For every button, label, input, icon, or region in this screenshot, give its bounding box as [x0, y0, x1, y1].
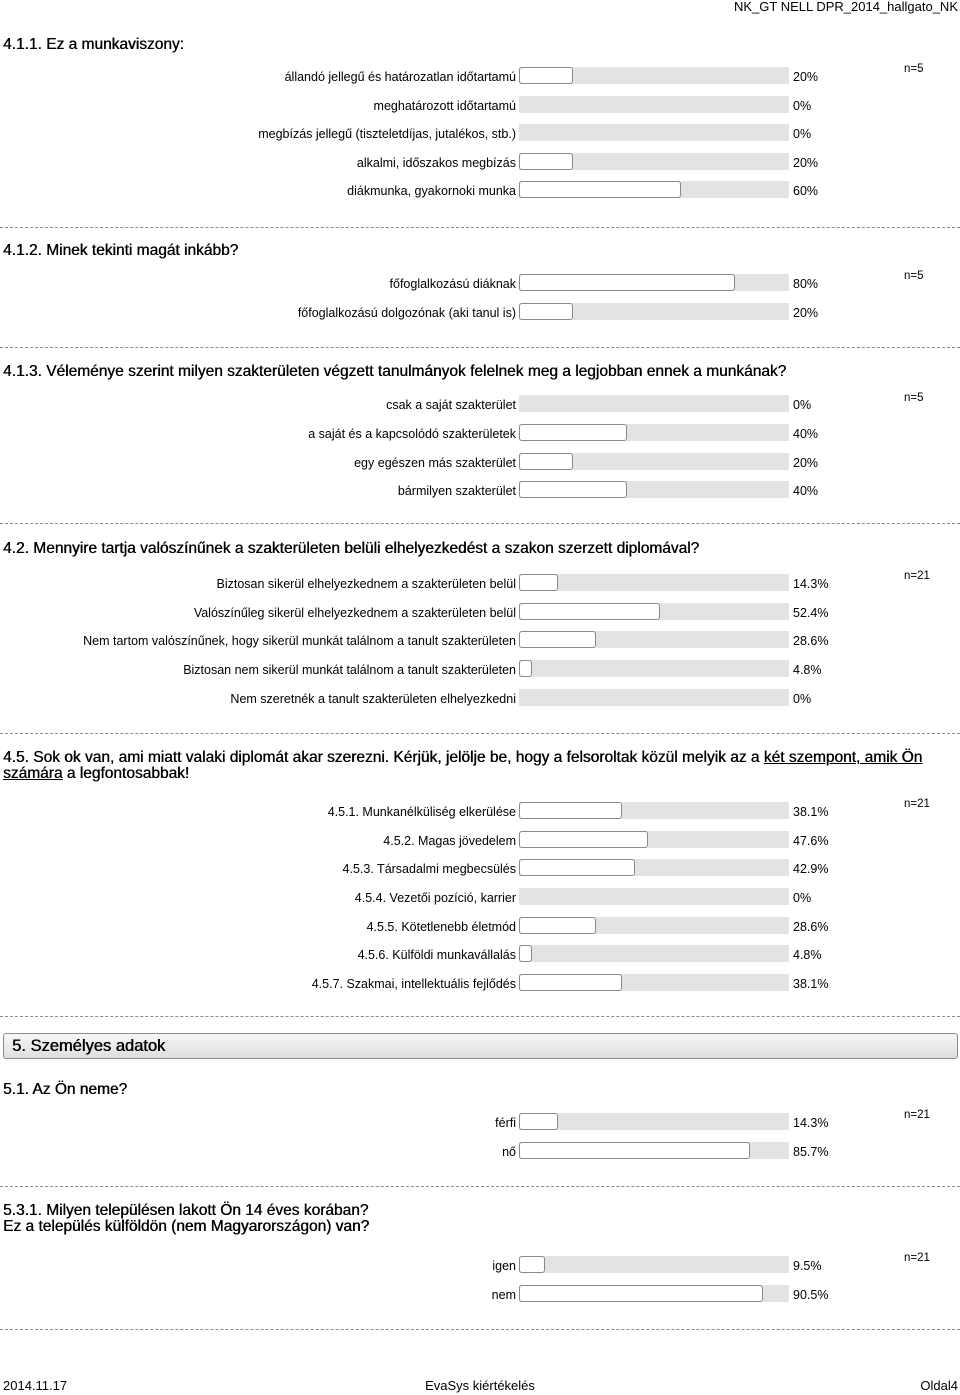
bar-track: [519, 1256, 789, 1273]
section-divider: [0, 347, 960, 348]
bar-track: [519, 1285, 789, 1302]
answer-row: [0, 123, 960, 145]
bar-track: [519, 453, 789, 470]
response-count: n=5: [904, 392, 924, 404]
answer-row: [0, 302, 960, 324]
question-title-4-2: 4.2. Mennyire tartja valószínűnek a szakterületen belüli elhelyezkedést a szakon szerzett diplomával?: [3, 540, 700, 557]
answer-label: megbízás jellegű (tiszteletdíjas, jutalékos, stb.): [258, 127, 516, 141]
bar-fill: [519, 1256, 545, 1273]
response-count: n=21: [904, 798, 930, 810]
answer-label: Valószínűleg sikerül elhelyezkednem a szakterületen belül: [193, 606, 516, 620]
document-id: NK_GT NELL DPR_2014_hallgato_NK: [733, 0, 958, 14]
answer-percent: 90.5%: [793, 1288, 829, 1302]
answer-row: [0, 423, 960, 445]
page-footer: [0, 1378, 960, 1394]
bar-track: [519, 96, 789, 113]
answer-percent: 28.6%: [793, 634, 829, 648]
answer-row: [0, 1255, 960, 1277]
section-divider: [0, 733, 960, 734]
response-count: n=21: [904, 1109, 930, 1121]
bar-track: [519, 395, 789, 412]
answer-percent: 4.8%: [793, 948, 822, 962]
answer-percent: 20%: [793, 306, 819, 320]
question-title-4-5: [3, 750, 958, 782]
answer-label: Biztosan nem sikerül munkát találnom a tanult szakterületen: [183, 663, 516, 677]
answer-label: alkalmi, időszakos megbízás: [356, 156, 516, 170]
bar-fill: [519, 660, 532, 677]
answer-label: bármilyen szakterület: [397, 484, 516, 498]
answer-label: Biztosan sikerül elhelyezkednem a szakterületen belül: [216, 577, 516, 591]
question-subtitle-5-3-1: Ez a település külföldön (nem Magyarországon) van?: [3, 1218, 370, 1235]
bar-track: [519, 689, 789, 706]
answer-percent: 40%: [793, 484, 819, 498]
answer-label: nő: [502, 1145, 516, 1159]
answer-row: [0, 973, 960, 995]
answer-percent: 80%: [793, 277, 819, 291]
question-title-5-3-1: 5.3.1. Milyen településen lakott Ön 14 éves korában?: [3, 1202, 369, 1219]
bar-track: [519, 802, 789, 819]
answer-label: 4.5.3. Társadalmi megbecsülés: [342, 862, 516, 876]
answer-row: [0, 1141, 960, 1163]
answer-label: Nem tartom valószínűnek, hogy sikerül munkát találnom a tanult szakterületen: [83, 634, 516, 648]
bar-track: [519, 124, 789, 141]
answer-label: főfoglalkozású dolgozónak (aki tanul is): [297, 306, 516, 320]
bar-fill: [519, 945, 532, 962]
bar-track: [519, 574, 789, 591]
answer-percent: 14.3%: [793, 577, 829, 591]
bar-fill: [519, 831, 648, 848]
bar-track: [519, 831, 789, 848]
bar-fill: [519, 974, 622, 991]
answer-percent: 42.9%: [793, 862, 829, 876]
footer-page: Oldal4: [920, 1378, 958, 1393]
footer-date: 2014.11.17: [3, 1378, 68, 1393]
answer-label: csak a saját szakterület: [386, 398, 516, 412]
answer-row: [0, 858, 960, 880]
answer-label: 4.5.2. Magas jövedelem: [383, 834, 516, 848]
bar-track: [519, 274, 789, 291]
section-banner-title: 5. Személyes adatok: [12, 1037, 166, 1055]
bar-track: [519, 888, 789, 905]
bar-track: [519, 859, 789, 876]
bar-fill: [519, 1113, 558, 1130]
answer-label: főfoglalkozású diáknak: [389, 277, 516, 291]
bar-fill: [519, 603, 660, 620]
bar-fill: [519, 802, 622, 819]
answer-label: állandó jellegű és határozatlan időtartamú: [284, 70, 516, 84]
bar-track: [519, 67, 789, 84]
answer-row: [0, 659, 960, 681]
answer-row: [0, 630, 960, 652]
answer-label: meghatározott időtartamú: [373, 99, 516, 113]
answer-label: egy egészen más szakterület: [354, 456, 516, 470]
bar-fill: [519, 574, 558, 591]
answer-row: [0, 480, 960, 502]
answer-percent: 0%: [793, 692, 812, 706]
bar-track: [519, 945, 789, 962]
answer-row: [0, 1284, 960, 1306]
bar-track: [519, 631, 789, 648]
answer-percent: 28.6%: [793, 920, 829, 934]
answer-row: [0, 573, 960, 595]
answer-percent: 60%: [793, 184, 819, 198]
answer-label: férfi: [495, 1116, 516, 1130]
answer-label: a saját és a kapcsolódó szakterületek: [308, 427, 516, 441]
answer-percent: 47.6%: [793, 834, 829, 848]
question-title-4-1-1: 4.1.1. Ez a munkaviszony:: [3, 36, 184, 53]
answer-row: [0, 95, 960, 117]
bar-track: [519, 603, 789, 620]
answer-percent: 20%: [793, 156, 819, 170]
bar-fill: [519, 67, 573, 84]
answer-row: [0, 688, 960, 710]
answer-label: igen: [492, 1259, 516, 1273]
answer-percent: 0%: [793, 891, 812, 905]
bar-track: [519, 917, 789, 934]
bar-track: [519, 303, 789, 320]
bar-track: [519, 153, 789, 170]
bar-fill: [519, 424, 627, 441]
answer-row: [0, 273, 960, 295]
answer-label: nem: [491, 1288, 516, 1302]
answer-percent: 85.7%: [793, 1145, 829, 1159]
response-count: n=21: [904, 570, 930, 582]
answer-label: 4.5.4. Vezetői pozíció, karrier: [354, 891, 516, 905]
answer-row: [0, 452, 960, 474]
section-divider: [0, 1186, 960, 1187]
bar-fill: [519, 274, 735, 291]
section-divider: [0, 1329, 960, 1330]
answer-percent: 38.1%: [793, 977, 829, 991]
bar-track: [519, 424, 789, 441]
answer-percent: 20%: [793, 70, 819, 84]
answer-row: [0, 830, 960, 852]
question-text-end: a legfontosabbak!: [62, 765, 190, 782]
bar-fill: [519, 631, 596, 648]
bar-track: [519, 974, 789, 991]
answer-percent: 38.1%: [793, 805, 829, 819]
bar-track: [519, 481, 789, 498]
answer-percent: 0%: [793, 99, 812, 113]
answer-label: Nem szeretnék a tanult szakterületen elhelyezkedni: [230, 692, 516, 706]
bar-fill: [519, 303, 573, 320]
answer-row: [0, 1112, 960, 1134]
bar-track: [519, 1142, 789, 1159]
answer-label: 4.5.7. Szakmai, intellektuális fejlődés: [311, 977, 516, 991]
answer-row: [0, 394, 960, 416]
question-emphasis: két szempont, amik Ön számára: [3, 749, 923, 782]
footer-title: EvaSys kiértékelés: [425, 1378, 535, 1393]
bar-track: [519, 660, 789, 677]
answer-percent: 52.4%: [793, 606, 829, 620]
response-count: n=5: [904, 270, 924, 282]
question-title-4-1-2: 4.1.2. Minek tekinti magát inkább?: [3, 242, 239, 259]
bar-fill: [519, 181, 681, 198]
answer-percent: 20%: [793, 456, 819, 470]
bar-fill: [519, 153, 573, 170]
answer-row: [0, 916, 960, 938]
question-title-4-1-3: 4.1.3. Véleménye szerint milyen szakterületen végzett tanulmányok felelnek meg a legjobban ennek a munkának?: [3, 363, 787, 380]
answer-percent: 4.8%: [793, 663, 822, 677]
answer-row: [0, 180, 960, 202]
answer-percent: 0%: [793, 127, 812, 141]
answer-row: [0, 887, 960, 909]
answer-row: [0, 66, 960, 88]
response-count: n=21: [904, 1252, 930, 1264]
answer-row: [0, 602, 960, 624]
answer-row: [0, 801, 960, 823]
bar-track: [519, 1113, 789, 1130]
answer-label: 4.5.6. Külföldi munkavállalás: [357, 948, 516, 962]
bar-fill: [519, 1285, 763, 1302]
answer-label: diákmunka, gyakornoki munka: [347, 184, 516, 198]
answer-percent: 14.3%: [793, 1116, 829, 1130]
question-title-5-1: 5.1. Az Ön neme?: [3, 1081, 128, 1098]
answer-row: [0, 152, 960, 174]
section-banner: [3, 1033, 958, 1059]
bar-fill: [519, 1142, 750, 1159]
answer-percent: 9.5%: [793, 1259, 822, 1273]
response-count: n=5: [904, 63, 924, 75]
question-text: 4.5. Sok ok van, ami miatt valaki diplomát akar szerezni. Kérjük, jelölje be, hogy a felsoroltak közül melyik az a: [3, 749, 764, 766]
bar-fill: [519, 453, 573, 470]
section-divider: [0, 227, 960, 228]
section-divider: [0, 523, 960, 524]
bar-fill: [519, 917, 596, 934]
bar-track: [519, 181, 789, 198]
answer-label: 4.5.1. Munkanélküliség elkerülése: [327, 805, 516, 819]
section-divider: [0, 1016, 960, 1017]
answer-row: [0, 944, 960, 966]
bar-fill: [519, 481, 627, 498]
answer-percent: 0%: [793, 398, 812, 412]
answer-percent: 40%: [793, 427, 819, 441]
answer-label: 4.5.5. Kötetlenebb életmód: [366, 920, 516, 934]
bar-fill: [519, 859, 635, 876]
